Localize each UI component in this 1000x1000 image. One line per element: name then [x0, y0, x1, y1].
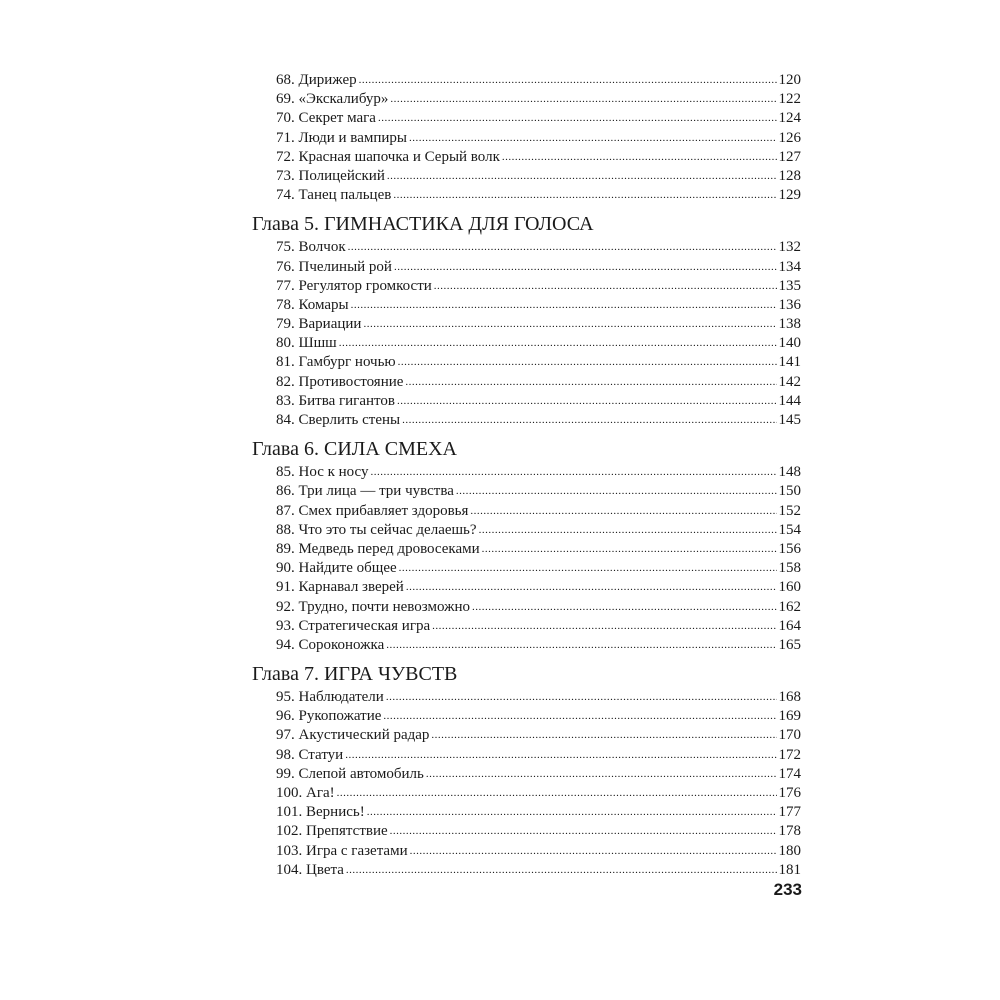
- dot-leader: [345, 745, 776, 765]
- toc-entry-page: 140: [778, 335, 801, 352]
- toc-entry-title: 101. Вернись!: [276, 804, 365, 821]
- toc-entry-page: 127: [778, 148, 801, 165]
- toc-entry-page: 162: [778, 598, 801, 615]
- toc-entry-page: 126: [778, 129, 801, 146]
- toc-entry-title: 104. Цвета: [276, 861, 344, 878]
- toc-entry-title: 93. Стратегическая игра: [276, 617, 431, 634]
- toc-entry-page: 136: [778, 296, 801, 313]
- dot-leader: [337, 783, 777, 803]
- page-number: 233: [773, 880, 802, 899]
- toc-entry-title: 85. Нос к носу: [276, 464, 369, 481]
- toc-entry-title: 76. Пчелиный рой: [276, 258, 392, 275]
- toc-entry: [252, 688, 801, 707]
- toc-entry-page: 164: [778, 617, 801, 634]
- toc-entry-page: 154: [778, 521, 801, 538]
- toc-block-chapter-5: [252, 211, 801, 430]
- toc-entry: [252, 822, 801, 841]
- toc-entry: [252, 636, 801, 655]
- toc-entry-title: 78. Комары: [276, 296, 349, 313]
- toc-entry-page: 165: [778, 636, 801, 653]
- dot-leader: [434, 276, 777, 296]
- dot-leader: [390, 89, 776, 109]
- toc-entry-page: 158: [778, 560, 801, 577]
- toc-entry-page: 160: [778, 579, 801, 596]
- toc-entry-title: 72. Красная шапочка и Серый волк: [276, 148, 500, 165]
- toc-entry-title: 97. Акустический радар: [276, 727, 430, 744]
- dot-leader: [410, 841, 777, 861]
- toc-entry: [252, 129, 801, 148]
- chapter-heading: Глава 6. СИЛА СМЕХА: [252, 438, 457, 461]
- toc-entry-title: 79. Вариации: [276, 316, 362, 333]
- toc-entry-page: 141: [778, 354, 801, 371]
- toc-entry-title: 80. Шшш: [276, 335, 337, 352]
- toc-entry-page: 128: [778, 167, 801, 184]
- toc-entry-page: 132: [778, 239, 801, 256]
- toc-entry: [252, 238, 801, 257]
- toc-entry: [252, 334, 801, 353]
- toc-block-continued: [252, 71, 801, 205]
- dot-leader: [371, 462, 777, 482]
- dot-leader: [348, 237, 777, 257]
- toc-entry-title: 81. Гамбург ночью: [276, 354, 396, 371]
- toc-entry-page: 178: [778, 823, 801, 840]
- dot-leader: [406, 577, 777, 597]
- toc-entry: [252, 617, 801, 636]
- toc-block-chapter-6: [252, 436, 801, 655]
- dot-leader: [405, 372, 776, 392]
- toc-block-chapter-7: [252, 661, 801, 880]
- dot-leader: [472, 597, 776, 617]
- toc-entry: [252, 784, 801, 803]
- toc-entry-page: 170: [778, 727, 801, 744]
- dot-leader: [346, 860, 777, 880]
- toc-entry: [252, 540, 801, 559]
- toc-entry: [252, 167, 801, 186]
- toc-entry: [252, 521, 801, 540]
- dot-leader: [378, 108, 777, 128]
- toc-entry-title: 100. Ага!: [276, 785, 335, 801]
- toc-entry-title: 87. Смех прибавляет здоровья: [276, 502, 469, 519]
- dot-leader: [502, 147, 777, 167]
- toc-entry: [252, 392, 801, 411]
- toc-entry-title: 73. Полицейский: [276, 167, 385, 184]
- toc-entry: [252, 411, 801, 430]
- toc-entry-title: 92. Трудно, почти невозможно: [276, 598, 471, 615]
- toc-entry: [252, 559, 801, 578]
- toc-entry-title: 83. Битва гигантов: [276, 392, 395, 409]
- toc-entry-page: 120: [778, 72, 801, 88]
- dot-leader: [432, 616, 776, 636]
- toc-entry-title: 99. Слепой автомобиль: [276, 765, 424, 782]
- toc-entry-title: 88. Что это ты сейчас делаешь?: [276, 521, 477, 538]
- toc-entry-title: 71. Люди и вампиры: [276, 129, 407, 146]
- toc-entry: [252, 482, 801, 501]
- toc-entry-page: 138: [778, 316, 801, 333]
- toc-entry-page: 148: [778, 464, 801, 481]
- toc-entry-title: 75. Волчок: [276, 239, 346, 256]
- toc-entry-page: 180: [778, 842, 801, 859]
- toc-entry-title: 90. Найдите общее: [276, 560, 397, 577]
- toc-entry: [252, 109, 801, 128]
- dot-leader: [470, 501, 776, 521]
- toc-entry-page: 129: [778, 187, 801, 204]
- toc-entry: [252, 502, 801, 521]
- dot-leader: [456, 481, 777, 501]
- chapter-heading: Глава 7. ИГРА ЧУВСТВ: [252, 663, 458, 686]
- toc-entry-title: 84. Сверлить стены: [276, 412, 401, 428]
- toc-entry-title: 70. Секрет мага: [276, 110, 376, 127]
- toc-entry-page: 144: [778, 392, 801, 409]
- dot-leader: [399, 558, 777, 578]
- dot-leader: [482, 539, 777, 559]
- toc-entry: [252, 373, 801, 392]
- toc-entry: [252, 861, 801, 880]
- toc-entry-page: 172: [778, 746, 801, 763]
- toc-entry-page: 145: [778, 412, 801, 428]
- dot-leader: [393, 185, 776, 205]
- toc-entry-title: 95. Наблюдатели: [276, 689, 384, 706]
- dot-leader: [383, 706, 776, 726]
- dot-leader: [397, 391, 777, 411]
- toc-entry-page: 150: [778, 483, 801, 500]
- dot-leader: [402, 410, 776, 430]
- toc-entry-title: 91. Карнавал зверей: [276, 579, 404, 596]
- dot-leader: [426, 764, 777, 784]
- toc-entry-page: 181: [778, 861, 801, 878]
- toc-entry: [252, 578, 801, 597]
- toc-entry: [252, 148, 801, 167]
- toc-entry-page: 135: [778, 277, 801, 294]
- toc-entry: [252, 842, 801, 861]
- dot-leader: [387, 166, 777, 186]
- toc-entry-title: 89. Медведь перед дровосеками: [276, 540, 480, 557]
- toc-entry: [252, 598, 801, 617]
- toc-entry-page: 176: [778, 785, 801, 801]
- toc-entry-title: 68. Дирижер: [276, 72, 357, 88]
- dot-leader: [363, 314, 776, 334]
- dot-leader: [386, 635, 776, 655]
- toc-entry: [252, 353, 801, 372]
- toc-entry-title: 102. Препятствие: [276, 823, 388, 840]
- toc-entry-title: 69. «Экскалибур»: [276, 91, 389, 108]
- toc-entry-page: 174: [778, 765, 801, 782]
- toc-entry: [252, 186, 801, 205]
- toc-entry: [252, 277, 801, 296]
- dot-leader: [479, 520, 777, 540]
- toc-entry: [252, 707, 801, 726]
- dot-leader: [398, 352, 777, 372]
- dot-leader: [386, 687, 777, 707]
- toc-entry-page: 169: [778, 708, 801, 725]
- toc-entry-page: 142: [778, 373, 801, 390]
- toc-entry-page: 177: [778, 804, 801, 821]
- toc-entry: [252, 746, 801, 765]
- toc-entry-title: 77. Регулятор громкости: [276, 277, 432, 294]
- toc-entry-title: 98. Статуи: [276, 746, 344, 763]
- dot-leader: [409, 128, 777, 148]
- toc-entry: [252, 726, 801, 745]
- toc-entry: [252, 71, 801, 90]
- toc-entry-title: 96. Рукопожатие: [276, 708, 382, 725]
- toc-entry: [252, 803, 801, 822]
- toc-entry: [252, 765, 801, 784]
- toc-entry: [252, 90, 801, 109]
- toc-entry-title: 74. Танец пальцев: [276, 187, 392, 204]
- toc-entry-title: 103. Игра с газетами: [276, 842, 408, 859]
- toc-entry-page: 168: [778, 689, 801, 706]
- table-of-contents: [252, 71, 801, 880]
- toc-entry: [252, 315, 801, 334]
- toc-entry-title: 86. Три лица — три чувства: [276, 483, 454, 500]
- toc-entry-title: 82. Противостояние: [276, 373, 404, 390]
- dot-leader: [394, 257, 777, 277]
- toc-entry-title: 94. Сороконожка: [276, 636, 385, 653]
- dot-leader: [390, 821, 777, 841]
- toc-entry-page: 152: [778, 502, 801, 519]
- dot-leader: [359, 70, 777, 90]
- dot-leader: [339, 333, 777, 353]
- toc-entry-page: 156: [778, 540, 801, 557]
- toc-entry-page: 122: [778, 91, 801, 108]
- dot-leader: [431, 725, 776, 745]
- toc-entry: [252, 258, 801, 277]
- toc-entry: [252, 296, 801, 315]
- dot-leader: [351, 295, 777, 315]
- chapter-heading: Глава 5. ГИМНАСТИКА ДЛЯ ГОЛОСА: [252, 213, 594, 236]
- toc-entry-page: 134: [778, 258, 801, 275]
- toc-entry: [252, 463, 801, 482]
- dot-leader: [367, 802, 777, 822]
- toc-entry-page: 124: [778, 110, 801, 127]
